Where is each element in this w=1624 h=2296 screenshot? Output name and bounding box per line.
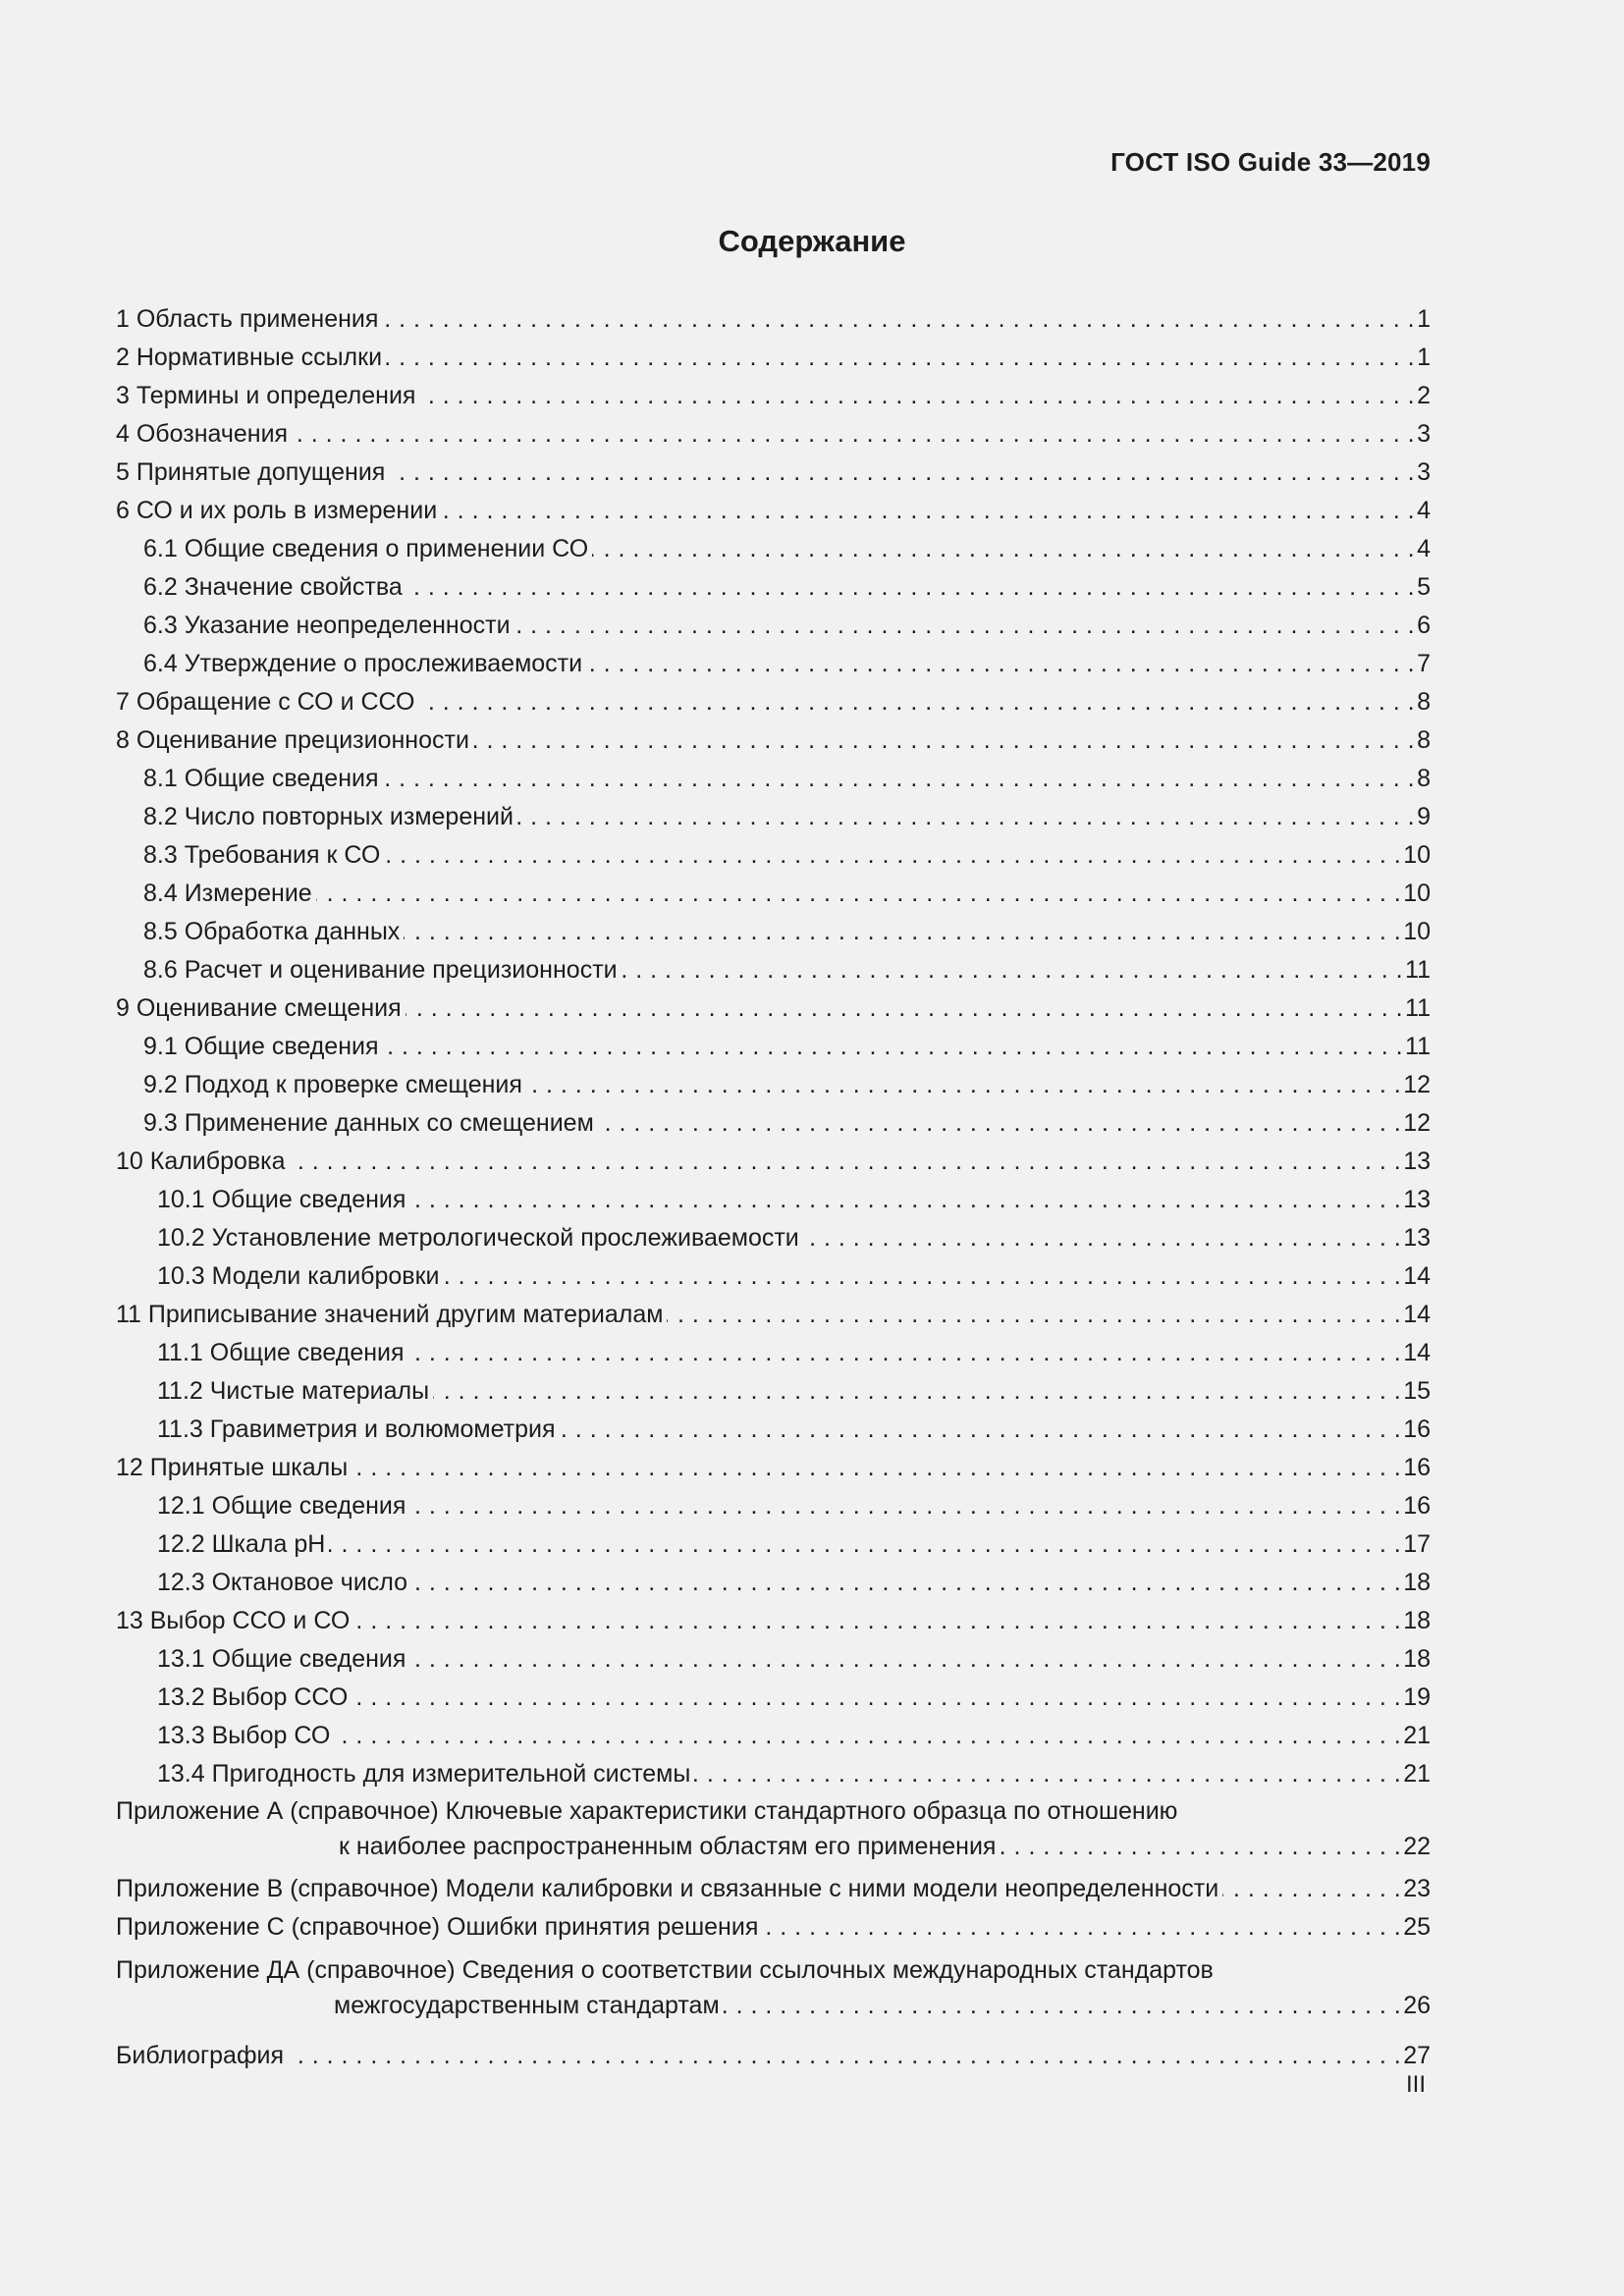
dot-leader xyxy=(386,347,1415,367)
page-number: III xyxy=(1405,2071,1426,2098)
toc-entry-title: 9.1 Общие сведения xyxy=(143,1033,379,1060)
toc-entry[interactable] xyxy=(116,373,1431,411)
dot-leader xyxy=(292,424,1415,444)
toc-entry[interactable] xyxy=(116,679,1431,718)
toc-entry-title: 13 Выбор ССО и СО xyxy=(116,1607,351,1634)
toc-entry-title: 13.2 Выбор ССО xyxy=(157,1683,349,1711)
toc-entry-page: 17 xyxy=(1403,1530,1431,1558)
toc-entry[interactable] xyxy=(116,1292,1431,1330)
toc-subentry[interactable] xyxy=(116,909,1431,947)
toc-entry-title: 4 Обозначения xyxy=(116,420,289,448)
toc-entry-title: 11 Приписывание значений другим материалам xyxy=(116,1301,664,1328)
toc-entry-title: 12.2 Шкала рН xyxy=(157,1530,326,1558)
toc-entry-title: 6.4 Утверждение о прослеживаемости xyxy=(143,650,583,677)
dot-leader xyxy=(409,1649,1401,1669)
dot-leader xyxy=(383,769,1416,788)
dot-leader xyxy=(316,883,1401,903)
dot-leader xyxy=(411,1573,1401,1592)
toc-annex-da[interactable] xyxy=(116,1954,1431,2021)
toc-entry-title: 10.1 Общие сведения xyxy=(157,1186,406,1213)
toc-subentry[interactable] xyxy=(116,526,1431,564)
dot-leader xyxy=(406,577,1415,597)
toc-entry-page: 8 xyxy=(1417,688,1431,716)
dot-leader xyxy=(622,960,1403,980)
toc-entry-page: 8 xyxy=(1417,765,1431,792)
toc-entry-title: 1 Область применения xyxy=(116,305,379,333)
toc-subentry[interactable] xyxy=(116,1713,1431,1751)
toc-annex-c[interactable] xyxy=(116,1904,1431,1943)
toc-entry-page: 14 xyxy=(1403,1339,1431,1366)
dot-leader xyxy=(419,692,1416,712)
dot-leader xyxy=(803,1228,1401,1248)
toc-entry-title: 3 Термины и определения xyxy=(116,382,416,409)
toc-entry-title: 6.1 Общие сведения о применении СО xyxy=(143,535,589,562)
toc-bibliography[interactable] xyxy=(116,2033,1431,2071)
toc-entry[interactable] xyxy=(116,718,1431,756)
toc-entry-page: 26 xyxy=(1403,1992,1431,2019)
toc-annex-da-line1: Приложение ДА (справочное) Сведения о соответствии ссылочных международных стандартов xyxy=(116,1956,1214,1984)
toc-entry-page: 2 xyxy=(1417,382,1431,409)
table-of-contents xyxy=(116,296,1431,2071)
dot-leader xyxy=(382,309,1415,329)
toc-subentry[interactable] xyxy=(116,641,1431,679)
toc-subentry[interactable] xyxy=(116,832,1431,871)
toc-entry-title: Приложение С (справочное) Ошибки принятия решения xyxy=(116,1913,759,1941)
toc-annex-a[interactable] xyxy=(116,1795,1431,1862)
toc-entry-title: 8.3 Требования к СО xyxy=(143,841,381,869)
toc-subentry[interactable] xyxy=(116,1215,1431,1254)
toc-entry-title: 10.3 Модели калибровки xyxy=(157,1262,440,1290)
toc-subentry[interactable] xyxy=(116,1254,1431,1292)
toc-entry-title: 6.3 Указание неопределенности xyxy=(143,612,511,639)
toc-subentry[interactable] xyxy=(116,603,1431,641)
dot-leader xyxy=(288,2046,1401,2065)
dot-leader xyxy=(404,922,1401,941)
toc-entry-page: 16 xyxy=(1403,1492,1431,1520)
toc-entry-page: 1 xyxy=(1417,305,1431,333)
toc-entry-title: 5 Принятые допущения xyxy=(116,458,386,486)
toc-entry-title: 12.3 Октановое число xyxy=(157,1569,408,1596)
toc-entry-title: 9 Оценивание смещения xyxy=(116,994,402,1022)
toc-entry-title: 6 СО и их роль в измерении xyxy=(116,497,438,524)
dot-leader xyxy=(694,1764,1401,1784)
toc-entry-page: 16 xyxy=(1403,1454,1431,1481)
toc-entry-page: 14 xyxy=(1403,1301,1431,1328)
toc-subentry[interactable] xyxy=(116,1024,1431,1062)
toc-entry-page: 11 xyxy=(1405,956,1431,984)
toc-entry-page: 7 xyxy=(1417,650,1431,677)
toc-entry-page: 16 xyxy=(1403,1415,1431,1443)
toc-entry-title: 7 Обращение с СО и ССО xyxy=(116,688,415,716)
dot-leader xyxy=(598,1113,1401,1133)
toc-entry-page: 3 xyxy=(1417,420,1431,448)
toc-entry-page: 10 xyxy=(1403,918,1431,945)
toc-entry-page: 12 xyxy=(1403,1109,1431,1137)
toc-subentry[interactable] xyxy=(116,1636,1431,1675)
toc-entry-title: 10 Калибровка xyxy=(116,1148,286,1175)
dot-leader xyxy=(1222,1879,1401,1898)
toc-entry-page: 13 xyxy=(1403,1148,1431,1175)
dot-leader xyxy=(443,1266,1401,1286)
dot-leader xyxy=(724,1996,1402,2015)
dot-leader xyxy=(409,1496,1401,1516)
toc-entry-title: 13.1 Общие сведения xyxy=(157,1645,406,1673)
toc-entry-title: 8.1 Общие сведения xyxy=(143,765,379,792)
toc-subentry[interactable] xyxy=(116,1483,1431,1522)
toc-entry-title: 8.6 Расчет и оценивание прецизионности xyxy=(143,956,618,984)
toc-subentry[interactable] xyxy=(116,564,1431,603)
toc-entry-page: 12 xyxy=(1403,1071,1431,1098)
dot-leader xyxy=(433,1381,1401,1401)
dot-leader xyxy=(526,1075,1401,1095)
toc-entry-page: 9 xyxy=(1417,803,1431,830)
dot-leader xyxy=(560,1419,1402,1439)
dot-leader xyxy=(517,807,1415,827)
toc-entry-page: 23 xyxy=(1403,1875,1431,1902)
toc-entry[interactable] xyxy=(116,411,1431,450)
dot-leader xyxy=(406,998,1403,1018)
dot-leader xyxy=(384,845,1401,865)
dot-leader xyxy=(409,1190,1401,1209)
toc-entry-page: 18 xyxy=(1403,1645,1431,1673)
dot-leader xyxy=(408,1343,1402,1362)
dot-leader xyxy=(667,1305,1401,1324)
toc-entry-page: 27 xyxy=(1403,2042,1431,2069)
toc-entry-title: 9.2 Подход к проверке смещения xyxy=(143,1071,522,1098)
toc-entry-title: 11.1 Общие сведения xyxy=(157,1339,405,1366)
toc-entry-page: 4 xyxy=(1417,535,1431,562)
toc-entry-title: 8.5 Обработка данных xyxy=(143,918,401,945)
dot-leader xyxy=(592,539,1415,559)
toc-subentry[interactable] xyxy=(116,1368,1431,1407)
dot-leader xyxy=(352,1687,1401,1707)
toc-entry[interactable] xyxy=(116,986,1431,1024)
toc-subentry[interactable] xyxy=(116,794,1431,832)
toc-annex-a-line1: Приложение А (справочное) Ключевые характеристики стандартного образца по отношению xyxy=(116,1797,1178,1825)
dot-leader xyxy=(514,615,1416,635)
toc-subentry[interactable] xyxy=(116,1407,1431,1445)
toc-annex-a-line2: к наиболее распространенным областям его применения xyxy=(339,1833,997,1860)
toc-entry-title: 13.3 Выбор СО xyxy=(157,1722,331,1749)
toc-entry[interactable] xyxy=(116,296,1431,335)
toc-entry-page: 14 xyxy=(1403,1262,1431,1290)
toc-subentry[interactable] xyxy=(116,1100,1431,1139)
dot-leader xyxy=(329,1534,1401,1554)
toc-subentry[interactable] xyxy=(116,1675,1431,1713)
dot-leader xyxy=(1000,1837,1401,1856)
toc-entry[interactable] xyxy=(116,450,1431,488)
toc-entry-title: 11.2 Чистые материалы xyxy=(157,1377,430,1405)
toc-entry-page: 25 xyxy=(1403,1913,1431,1941)
toc-entry-page: 18 xyxy=(1403,1607,1431,1634)
toc-entry-page: 21 xyxy=(1403,1722,1431,1749)
toc-entry-title: 8.2 Число повторных измерений xyxy=(143,803,514,830)
toc-entry-page: 10 xyxy=(1403,841,1431,869)
toc-entry-title: 11.3 Гравиметрия и волюмометрия xyxy=(157,1415,556,1443)
toc-entry-title: 10.2 Установление метрологической прослеживаемости xyxy=(157,1224,799,1252)
toc-entry[interactable] xyxy=(116,1445,1431,1483)
toc-entry-page: 5 xyxy=(1417,573,1431,601)
toc-entry-page: 13 xyxy=(1403,1224,1431,1252)
toc-entry-page: 13 xyxy=(1403,1186,1431,1213)
toc-subentry[interactable] xyxy=(116,1330,1431,1368)
toc-subentry[interactable] xyxy=(116,1751,1431,1789)
dot-leader xyxy=(762,1917,1401,1937)
dot-leader xyxy=(389,462,1415,482)
toc-entry[interactable] xyxy=(116,488,1431,526)
toc-subentry[interactable] xyxy=(116,947,1431,986)
toc-entry[interactable] xyxy=(116,1139,1431,1177)
toc-annex-b[interactable] xyxy=(116,1866,1431,1904)
toc-entry-title: Библиография xyxy=(116,2042,285,2069)
toc-entry-page: 15 xyxy=(1403,1377,1431,1405)
toc-entry-page: 11 xyxy=(1405,1033,1431,1060)
document-code: ГОСТ ISO Guide 33—2019 xyxy=(1110,147,1431,177)
toc-subentry[interactable] xyxy=(116,1560,1431,1598)
toc-subentry[interactable] xyxy=(116,1522,1431,1560)
toc-entry-title: 8 Оценивание прецизионности xyxy=(116,726,469,754)
dot-leader xyxy=(586,654,1415,673)
dot-leader xyxy=(352,1458,1401,1477)
dot-leader xyxy=(383,1037,1404,1056)
dot-leader xyxy=(290,1151,1402,1171)
dot-leader xyxy=(473,730,1415,750)
toc-subentry[interactable] xyxy=(116,1062,1431,1100)
toc-entry-page: 18 xyxy=(1403,1569,1431,1596)
toc-entry[interactable] xyxy=(116,1598,1431,1636)
toc-entry-page: 11 xyxy=(1405,994,1431,1022)
toc-entry-page: 22 xyxy=(1403,1833,1431,1860)
toc-entry-page: 3 xyxy=(1417,458,1431,486)
toc-entry-title: 9.3 Применение данных со смещением xyxy=(143,1109,594,1137)
toc-entry-page: 21 xyxy=(1403,1760,1431,1788)
toc-entry-title: 12 Принятые шкалы xyxy=(116,1454,349,1481)
toc-entry-title: 2 Нормативные ссылки xyxy=(116,344,383,371)
toc-entry-page: 8 xyxy=(1417,726,1431,754)
toc-entry-title: 13.4 Пригодность для измерительной системы xyxy=(157,1760,691,1788)
toc-subentry[interactable] xyxy=(116,871,1431,909)
toc-annex-da-line2: межгосударственным стандартам xyxy=(334,1992,720,2019)
toc-entry-page: 10 xyxy=(1403,880,1431,907)
page-title: Содержание xyxy=(718,224,906,258)
dot-leader xyxy=(353,1611,1401,1630)
toc-entry-page: 1 xyxy=(1417,344,1431,371)
toc-entry-page: 4 xyxy=(1417,497,1431,524)
dot-leader xyxy=(419,386,1415,405)
dot-leader xyxy=(334,1726,1401,1745)
toc-entry-title: 8.4 Измерение xyxy=(143,880,312,907)
toc-subentry[interactable] xyxy=(116,756,1431,794)
toc-entry-page: 6 xyxy=(1417,612,1431,639)
toc-entry-title: 6.2 Значение свойства xyxy=(143,573,403,601)
toc-subentry[interactable] xyxy=(116,1177,1431,1215)
toc-entry-title: 12.1 Общие сведения xyxy=(157,1492,406,1520)
toc-entry[interactable] xyxy=(116,335,1431,373)
dot-leader xyxy=(441,501,1415,520)
toc-entry-page: 19 xyxy=(1403,1683,1431,1711)
toc-entry-title: Приложение В (справочное) Модели калибровки и связанные с ними модели неопределенности xyxy=(116,1875,1219,1902)
